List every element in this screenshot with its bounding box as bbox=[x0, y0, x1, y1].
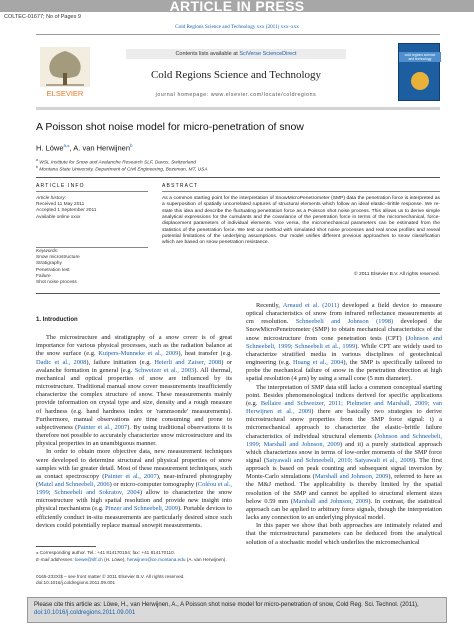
author-van-herwijnen[interactable]: A. van Herwijnen bbox=[73, 143, 130, 153]
affiliation-1-text: WSL Institute for Snow and Avalanche Research SLF, Davos, Switzerland bbox=[39, 160, 196, 166]
citation-link[interactable]: Schweizer et al., 2003 bbox=[134, 366, 195, 374]
citation-link[interactable]: Johnson and Schneebeli, 1999; Schneebeli et al., 1999 bbox=[246, 334, 443, 350]
citation-text: Please cite this article as: Löwe, H., van Herwijnen, A., A Poisson shot noise model for micro-penetration of snow, Cold Reg. Sci. Technol. (2011), bbox=[34, 602, 419, 608]
section-heading-introduction: 1. Introduction bbox=[36, 317, 78, 323]
cover-title: cold regions science and technology bbox=[404, 53, 436, 61]
citation-link[interactable]: Schneebeli and Johnson (1998) bbox=[295, 318, 394, 326]
email-link-lowe[interactable]: loewe@slf.ch bbox=[74, 557, 103, 562]
citation-doi-link[interactable]: doi:10.1016/j.coldregions.2011.09.001 bbox=[34, 610, 136, 616]
citation-link[interactable]: Matzl and Schneebeli, 2006 bbox=[38, 480, 110, 488]
keyword-item: Stratigraphy bbox=[36, 261, 62, 267]
history-received: Received 11 May 2011 bbox=[36, 202, 85, 208]
history-label: Article history: bbox=[36, 196, 67, 201]
journal-title: Cold Regions Science and Technology bbox=[150, 69, 322, 81]
journal-cover-thumbnail bbox=[398, 43, 440, 101]
keyword-item: Shot noise process bbox=[36, 280, 77, 286]
citation-link[interactable]: Heierli and Zaiser, 2008 bbox=[154, 358, 222, 366]
affiliation-2-mark: b bbox=[36, 165, 38, 169]
author-lowe[interactable]: H. Löwe bbox=[36, 143, 64, 153]
email-label: E-mail addresses: bbox=[36, 557, 75, 562]
citation-link[interactable]: Kuipers-Munneke et al., 2009 bbox=[98, 350, 179, 358]
history-online: Available online xxxx bbox=[36, 214, 81, 220]
cover-graphic bbox=[411, 72, 429, 90]
email-footnote: E-mail addresses: loewe@slf.ch (H. Löwe), herwijnen@ce.montana.edu (A. van Herwijnen). bbox=[36, 557, 227, 562]
citation-link[interactable]: Dadic et al., 2008 bbox=[36, 358, 87, 366]
author-lowe-affil[interactable]: a,⁎ bbox=[63, 143, 70, 148]
footnote-divider bbox=[36, 546, 96, 547]
journal-header bbox=[36, 34, 440, 110]
issn-doi-block bbox=[36, 574, 232, 586]
manuscript-code: COLTEC-01677; No of Pages 9 bbox=[4, 14, 81, 20]
elsevier-tree-logo bbox=[36, 45, 94, 101]
history-accepted: Accepted 1 September 2011 bbox=[36, 208, 97, 214]
author-van-herwijnen-affil[interactable]: b bbox=[130, 143, 133, 148]
author-list bbox=[36, 143, 440, 153]
citation-link[interactable]: Coléou et al., 1999; Schneebeli and Sokratov, 2004 bbox=[36, 480, 232, 497]
citation-link[interactable]: Marshall and Johnson, 2009 bbox=[314, 473, 389, 481]
citation-link[interactable]: Painter et al., 2007 bbox=[104, 472, 157, 480]
corresponding-author-note: ⁎ Corresponding author. Tel.: +41 814170154; fax: +41 814170110. bbox=[36, 550, 175, 555]
divider-top bbox=[36, 177, 440, 178]
paper-title: A Poisson shot noise model for micro-penetration of snow bbox=[36, 121, 304, 133]
intro-paragraph-4: The interpretation of SMP data still lacks a common conceptual starting point. Besides phenomenological indices derived for specific applications (e.g. Bellaire and Schweizer, 2011; Pielmeier and Marshall, 2009; van Herwijnen et al., 2009) there are basically two strategies to derive microstructural snow properties from the SMP force signal: i) a micromechanical approach to characterize the elastic–brittle failure characteristics of individual structural elements (Johnson and Schneebeli, 1999; Marshall and Johnson, 2009) and ii) a purely statistical approach which characterizes snow in terms of low-order moments of the SMP force signal (Satyawali and Schneebeli, 2010; Satyawali et al., 2009). The first approach is based on peak counting and subsequent signal inversion by Monte-Carlo simulations (Marshall and Johnson, 2009), referred to here as the M&J method. The applicability is thereby limited by the spatial resolution of the SMP and cannot be applied to structural element sizes below 0.59 mm (Marshall and Johnson, 2009). In contrast, the statistical approach can be applied to arbitrary force signals, though the interpretation lacks any connection to an underlying physical model. bbox=[246, 383, 443, 522]
banner-title: ARTICLE IN PRESS bbox=[169, 0, 305, 14]
abstract-heading: ABSTRACT bbox=[162, 183, 199, 189]
journal-citation-line[interactable]: Cold Regions Science and Technology xxx (2011) xxx–xxx bbox=[175, 24, 299, 30]
doi-line[interactable]: doi:10.1016/j.coldregions.2011.09.001 bbox=[36, 580, 116, 585]
contents-prefix: Contents lists available at bbox=[175, 51, 240, 57]
citation-link[interactable]: Marshall and Johnson, 2009 bbox=[292, 497, 369, 505]
affiliation-1-mark: a bbox=[36, 158, 38, 162]
journal-homepage-link[interactable]: journal homepage: www.elsevier.com/locate/coldregions bbox=[155, 92, 317, 98]
article-in-press-banner bbox=[0, 0, 474, 12]
article-history bbox=[36, 196, 148, 221]
citation-link[interactable]: Satyawali and Schneebeli, 2010; Satyawali et al., 2009 bbox=[265, 456, 413, 464]
affiliation-2 bbox=[36, 165, 440, 173]
sciencedirect-link[interactable]: SciVerse ScienceDirect bbox=[239, 51, 297, 57]
abstract-divider bbox=[162, 191, 440, 192]
contents-list-line bbox=[126, 49, 346, 59]
abstract-copyright: © 2011 Elsevier B.V. All rights reserved. bbox=[354, 272, 440, 277]
citation-link[interactable]: Huang et al., 2004 bbox=[292, 359, 344, 367]
citation-link[interactable]: Painter et al., 2007 bbox=[77, 423, 128, 431]
affiliation-2-text: Montana State University, Department of Civil Engineering, Bozeman, MT, USA bbox=[39, 167, 208, 173]
article-info-heading: ARTICLE INFO bbox=[36, 183, 85, 189]
citation-box bbox=[27, 597, 447, 623]
article-info-divider bbox=[36, 191, 148, 192]
body-column-left bbox=[36, 302, 232, 530]
issn-line: 0165-232X/$ – see front matter © 2011 Elsevier B.V. All rights reserved. bbox=[36, 574, 185, 579]
intro-paragraph-5: In this paper we show that both approaches are intimately related and that the microstructural parameters can be deduced from the analytical solution of a stochastic model which underlies the micromechanical bbox=[246, 522, 442, 546]
abstract-text: As a common starting point for the interpretation of SnowMicroPenetrometer (SMP) data the penetration force is interpreted as a superposition of spatially uncorrelated ruptures of structural elements which follow an ideal elastic–brittle response. We re-state this idea and describe the fluctuating penetration force as a Poisson shot noise process. This allows us to derive simple analytical expressions for the cumulants and the covariance of the penetration force in terms of the micromechanical, force-displacement parameters of individual elements. Vice versa, the micromechanical parameters can be estimated from the statistics of the penetration force. We test our method with simulated shot noise processes and real snow profiles and reveal potential limitations of the underlying assumptions. Our model unifies different previous approaches to snow classification which are based on snow penetration resistance. bbox=[162, 196, 440, 246]
citation-link[interactable]: Bellaire and Schweizer, 2011; Pielmeier and Marshall, 2009; van Herwijnen et al., 2009 bbox=[246, 399, 442, 416]
body-column-right bbox=[246, 302, 442, 547]
intro-paragraph-1: The microstructure and stratigraphy of a snow cover is of great importance for various physical processes, such as the radiation balance at the snow surface (e.g. Kuipers-Munneke et al., 2009), heat transfer (e.g. Dadic et al., 2008), failure initiation (e.g. Heierli and Zaiser, 2008) or avalanche formation in general (e.g. Schweizer et al., 2003). All thermal, mechanical and optical properties of snow are influenced by its microstructure. Traditional manual snow cover measurements insufficiently characterize the complex structure of snow. These measurements mainly provide information on crystal type and size, density and a rough measure of hardness (e.g. hand hardness index or 'rammsonde' measurements). Furthermore, manual observations are time consuming and prone to subjectiveness (Painter et al., 2007). By using traditional observations it is therefore not possible to accurately characterize snow microstructure and its physical properties in an unambiguous manner. bbox=[36, 334, 233, 448]
keyword-item: Penetration test bbox=[36, 267, 70, 273]
divider-body bbox=[36, 293, 440, 294]
intro-paragraph-3: Recently, Arnaud et al. (2011) developed a field device to measure optical characteristics of snow from infrared reflectance measurements at cm resolution. Schneebeli and Johnson (1998) developed the SnowMicroPenetrometer (SMP) to obtain mechanical characteristics of the snow microstructure from cone penetration tests (CPT) (Johnson and Schneebeli, 1999; Schneebeli et al., 1999). While CPT are widely used to characterize stratified media in various disciplines of geotechnical engineering (e.g. Huang et al., 2004), the SMP is specifically tailored to probe the mechanical failure of snow in the penetration direction at high spatial resolution (4 μm) by using a small cone (5 mm diameter). bbox=[246, 302, 443, 383]
keywords-label: Keywords: bbox=[36, 249, 59, 254]
keywords-block bbox=[36, 249, 148, 286]
keywords-divider bbox=[36, 247, 148, 248]
citation-link[interactable]: Pinzer and Schneebeli, 2009 bbox=[105, 505, 178, 513]
email-link-van-herwijnen[interactable]: herwijnen@ce.montana.edu bbox=[127, 557, 186, 562]
publisher-wordmark: ELSEVIER bbox=[46, 89, 84, 98]
keyword-item: Snow microstructure bbox=[36, 255, 80, 261]
intro-paragraph-2: In order to obtain more objective data, new measurement techniques were developed to determine structural and physical properties of snow samples with far greater detail. Most of these measurement techniques, such as contact spectroscopy (Painter et al., 2007), near-infrared photography (Matzl and Schneebeli, 2006) or micro-computer tomography (Coléou et al., 1999; Schneebeli and Sokratov, 2004) allow to characterize the snow microstructure with high spatial resolution and provide new insight into physical mechanisms (e.g. Pinzer and Schneebeli, 2009). Portable devices to efficiently conduct in-situ measurements are particularly desired since such devices could potentially replace manual snowpit measurements. bbox=[36, 448, 232, 529]
citation-link[interactable]: Arnaud et al. (2011) bbox=[282, 302, 340, 309]
author-separator: , bbox=[69, 143, 74, 153]
citation-link[interactable]: Johnson and Schneebeli, 1999; Marshall and Johnson, 2009 bbox=[246, 432, 443, 448]
keyword-item: Failure bbox=[36, 273, 51, 279]
